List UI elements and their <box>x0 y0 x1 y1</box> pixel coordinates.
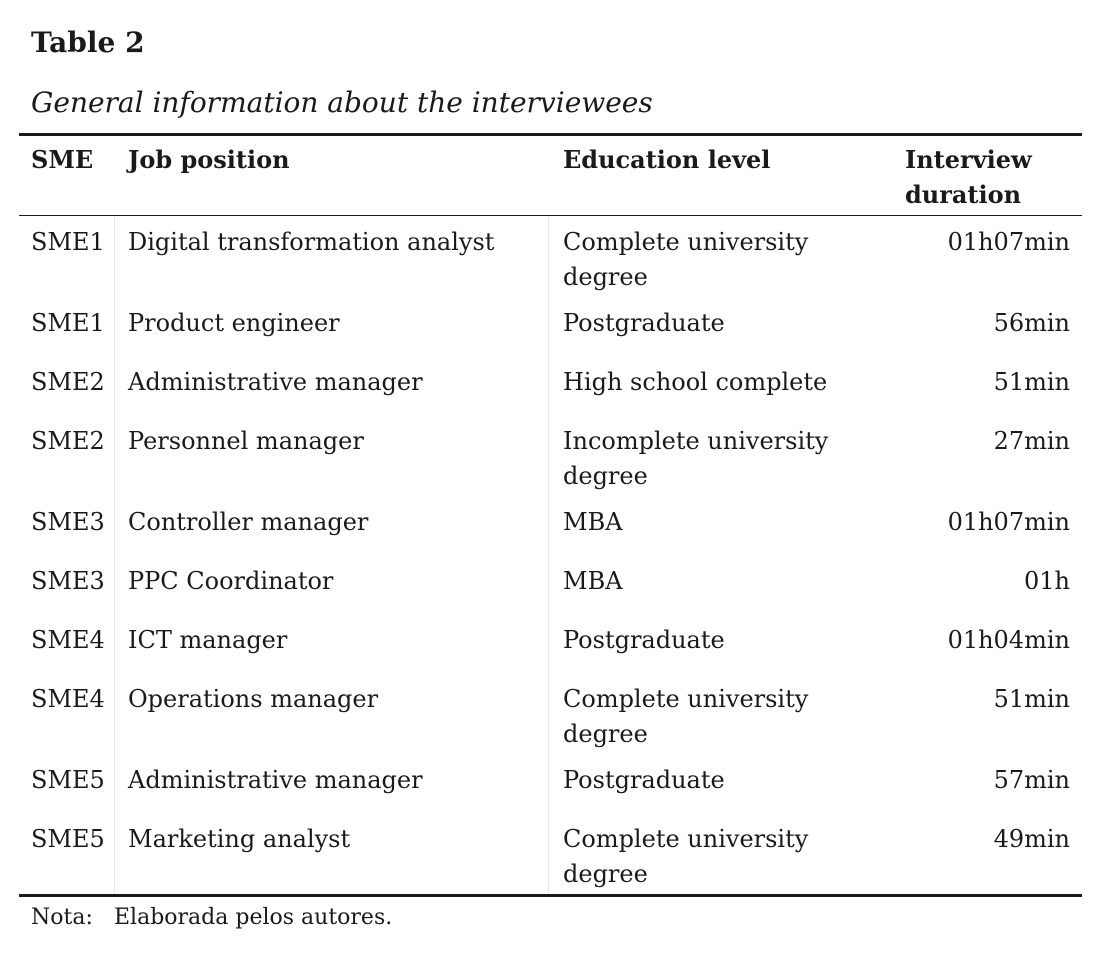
cell-sme: SME1 <box>31 309 105 337</box>
cell-job-position: PPC Coordinator <box>128 567 334 595</box>
cell-sme: SME3 <box>31 508 105 536</box>
cell-job-position: ICT manager <box>128 626 288 654</box>
header-interview-duration-line1: Interview <box>905 145 1032 174</box>
note-text: Elaborada pelos autores. <box>114 905 393 930</box>
cell-education-level: Complete university <box>563 825 809 853</box>
cell-interview-duration: 49min <box>993 825 1070 853</box>
cell-job-position: Controller manager <box>128 508 369 536</box>
cell-sme: SME5 <box>31 766 105 794</box>
cell-job-position: Product engineer <box>128 309 340 337</box>
bottom-rule <box>19 894 1082 897</box>
cell-job-position: Operations manager <box>128 685 379 713</box>
cell-sme: SME4 <box>31 685 105 713</box>
cell-interview-duration: 01h07min <box>947 508 1070 536</box>
header-sme: SME <box>31 145 94 174</box>
header-rule <box>19 215 1082 216</box>
cell-education-level: MBA <box>563 508 623 536</box>
note-label: Nota: <box>31 905 93 930</box>
header-education-level: Education level <box>563 145 771 174</box>
cell-education-level: High school complete <box>563 368 828 396</box>
cell-interview-duration: 56min <box>993 309 1070 337</box>
cell-sme: SME4 <box>31 626 105 654</box>
cell-education-level: Postgraduate <box>563 309 725 337</box>
cell-interview-duration: 01h04min <box>947 626 1070 654</box>
cell-job-position: Personnel manager <box>128 427 364 455</box>
cell-education-level: degree <box>563 263 648 291</box>
top-rule <box>19 133 1082 136</box>
table-label: Table 2 <box>31 26 145 59</box>
cell-interview-duration: 57min <box>993 766 1070 794</box>
header-interview-duration-line2: duration <box>905 180 1022 209</box>
table-caption: General information about the interviewees <box>31 86 653 119</box>
cell-sme: SME2 <box>31 427 105 455</box>
column-divider <box>114 216 115 894</box>
cell-education-level: Postgraduate <box>563 626 725 654</box>
cell-interview-duration: 01h07min <box>947 228 1070 256</box>
cell-education-level: degree <box>563 860 648 888</box>
column-divider <box>548 216 549 894</box>
cell-education-level: Complete university <box>563 685 809 713</box>
cell-interview-duration: 51min <box>993 368 1070 396</box>
cell-job-position: Administrative manager <box>128 368 423 396</box>
cell-job-position: Administrative manager <box>128 766 423 794</box>
cell-interview-duration: 51min <box>993 685 1070 713</box>
cell-sme: SME5 <box>31 825 105 853</box>
header-job-position: Job position <box>128 145 290 174</box>
cell-education-level: MBA <box>563 567 623 595</box>
cell-education-level: Complete university <box>563 228 809 256</box>
cell-interview-duration: 27min <box>993 427 1070 455</box>
cell-job-position: Digital transformation analyst <box>128 228 495 256</box>
cell-interview-duration: 01h <box>1024 567 1070 595</box>
cell-education-level: Incomplete university <box>563 427 829 455</box>
cell-job-position: Marketing analyst <box>128 825 351 853</box>
cell-education-level: Postgraduate <box>563 766 725 794</box>
cell-sme: SME2 <box>31 368 105 396</box>
cell-sme: SME1 <box>31 228 105 256</box>
cell-education-level: degree <box>563 720 648 748</box>
cell-sme: SME3 <box>31 567 105 595</box>
cell-education-level: degree <box>563 462 648 490</box>
